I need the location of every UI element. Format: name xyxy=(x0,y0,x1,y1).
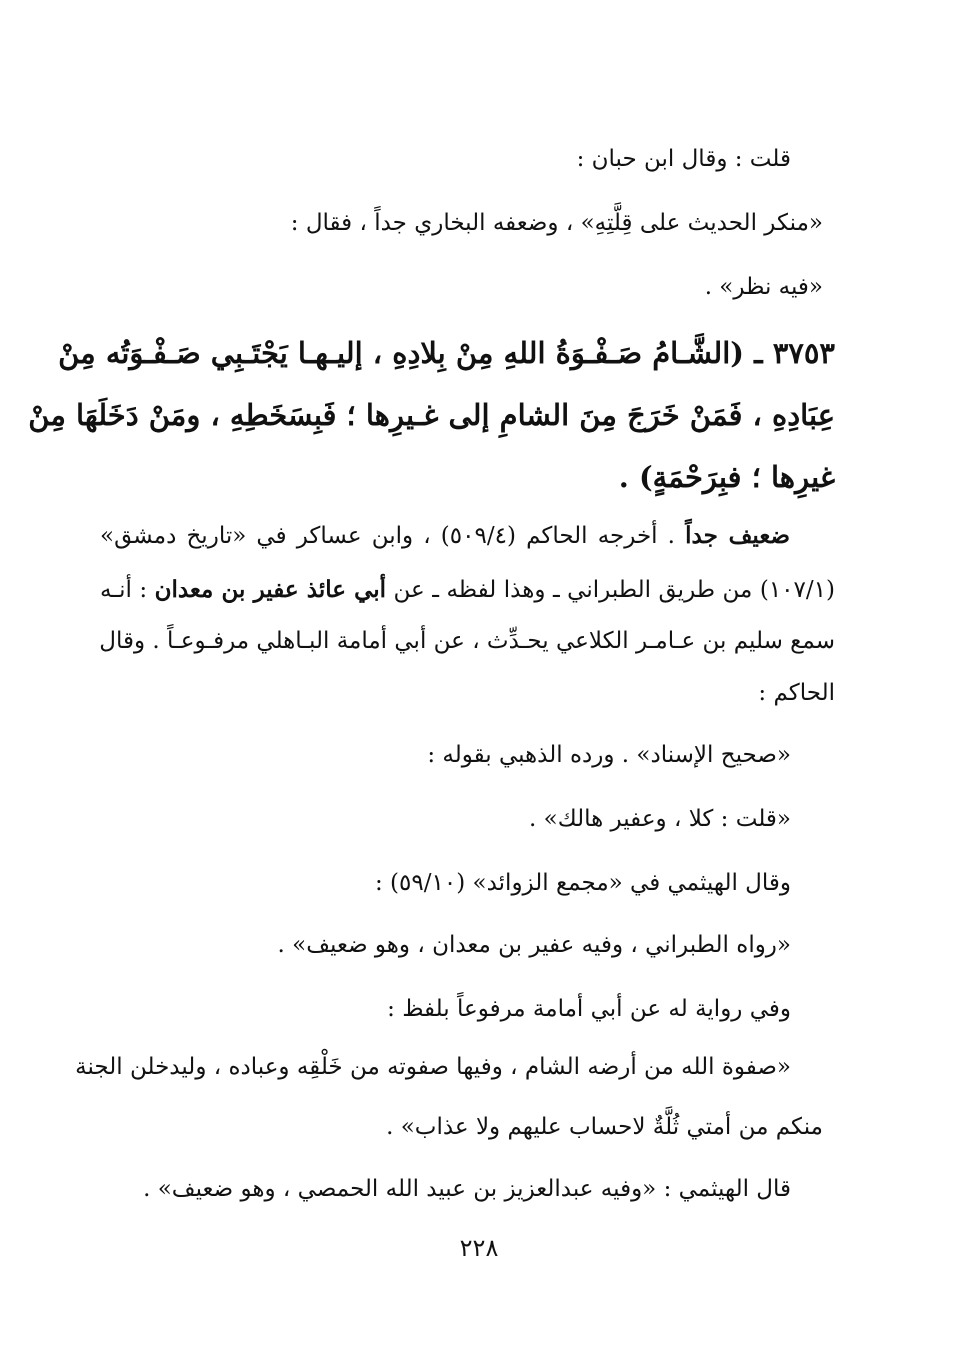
narrator-name: أبي عائذ عفير بن معدان xyxy=(154,576,387,603)
grading-line xyxy=(100,522,790,551)
quote-line-2: منكم من أمتي ثُلَّةٌ لاحساب عليهم ولا عذاب» . xyxy=(386,1114,823,1140)
quote-line-1: «صفوة الله من أرضه الشام ، وفيها صفوته من خَلْقِه وعباده ، وليدخلن الجنة xyxy=(75,1054,791,1080)
text-line-al-hakim: الحاكم : xyxy=(758,680,835,706)
text-line-dhahabi-reply: «قلت : كلا ، وعفير هالك» . xyxy=(529,806,791,832)
text-line-sahih-isnad: «صحيح الإسناد» . ورده الذهبي بقوله : xyxy=(427,742,791,768)
text-line-haythami-final: قال الهيثمي : «وفيه عبدالعزيز بن عبيد الله الحمصي ، وهو ضعيف» . xyxy=(143,1176,791,1202)
text-line-ibn-hibban: قلت : وقال ابن حبان : xyxy=(576,146,791,172)
text-line-haythami-majma: وقال الهيثمي في «مجمع الزوائد» (٥٩/١٠) : xyxy=(375,870,791,896)
text-line-sulaym: سمع سليم بن عـامـر الكلاعي يحـدِّث ، عن أبي أمامة البـاهلي مرفـوعـاً . وقال xyxy=(99,628,835,654)
isnad-line xyxy=(100,576,835,605)
page-number: ٢٢٨ xyxy=(459,1234,499,1262)
hadith-line-2: عِبَادِهِ ، فَمَنْ خَرَجَ مِنَ الشامِ إلى غـيرِها ؛ فَبِسَخَطِهِ ، ومَنْ دَخَلَهَا مِنْ xyxy=(28,398,835,432)
isnad-text: (١٠٧/١) من طريق الطبراني ـ وهذا لفظه ـ عن xyxy=(386,577,835,603)
text-line-tabarani-narration: «رواه الطبراني ، وفيه عفير بن معدان ، وهو ضعيف» . xyxy=(277,932,791,958)
grading-text: . أخرجه الحاكم (٥٠٩/٤) ، وابن عساكر في «تاريخ دمشق» xyxy=(100,523,686,549)
hadith-line-1: ٣٧٥٣ ـ (الشَّـامُ صَـفْـوَةُ اللهِ مِنْ بِلادِهِ ، إليـهـا يَجْتَـبِي صَـفْـوَتُه مِنْ xyxy=(58,336,835,370)
hadith-line-3: غيرِها ؛ فبِرَحْمَةٍ) . xyxy=(618,460,835,494)
text-line-bukhari-quote: «منكر الحديث على قِلَّتِهِ» ، وضعفه البخاري جداً ، فقال : xyxy=(290,210,823,236)
text-line-another-narration: وفي رواية له عن أبي أمامة مرفوعاً بلفظ : xyxy=(387,996,791,1022)
isnad-text-end: : أنـه xyxy=(100,577,155,603)
grading-label: ضعيف جداً xyxy=(685,522,791,549)
text-line-fihi-nazar: «فيه نظر» . xyxy=(704,274,823,300)
